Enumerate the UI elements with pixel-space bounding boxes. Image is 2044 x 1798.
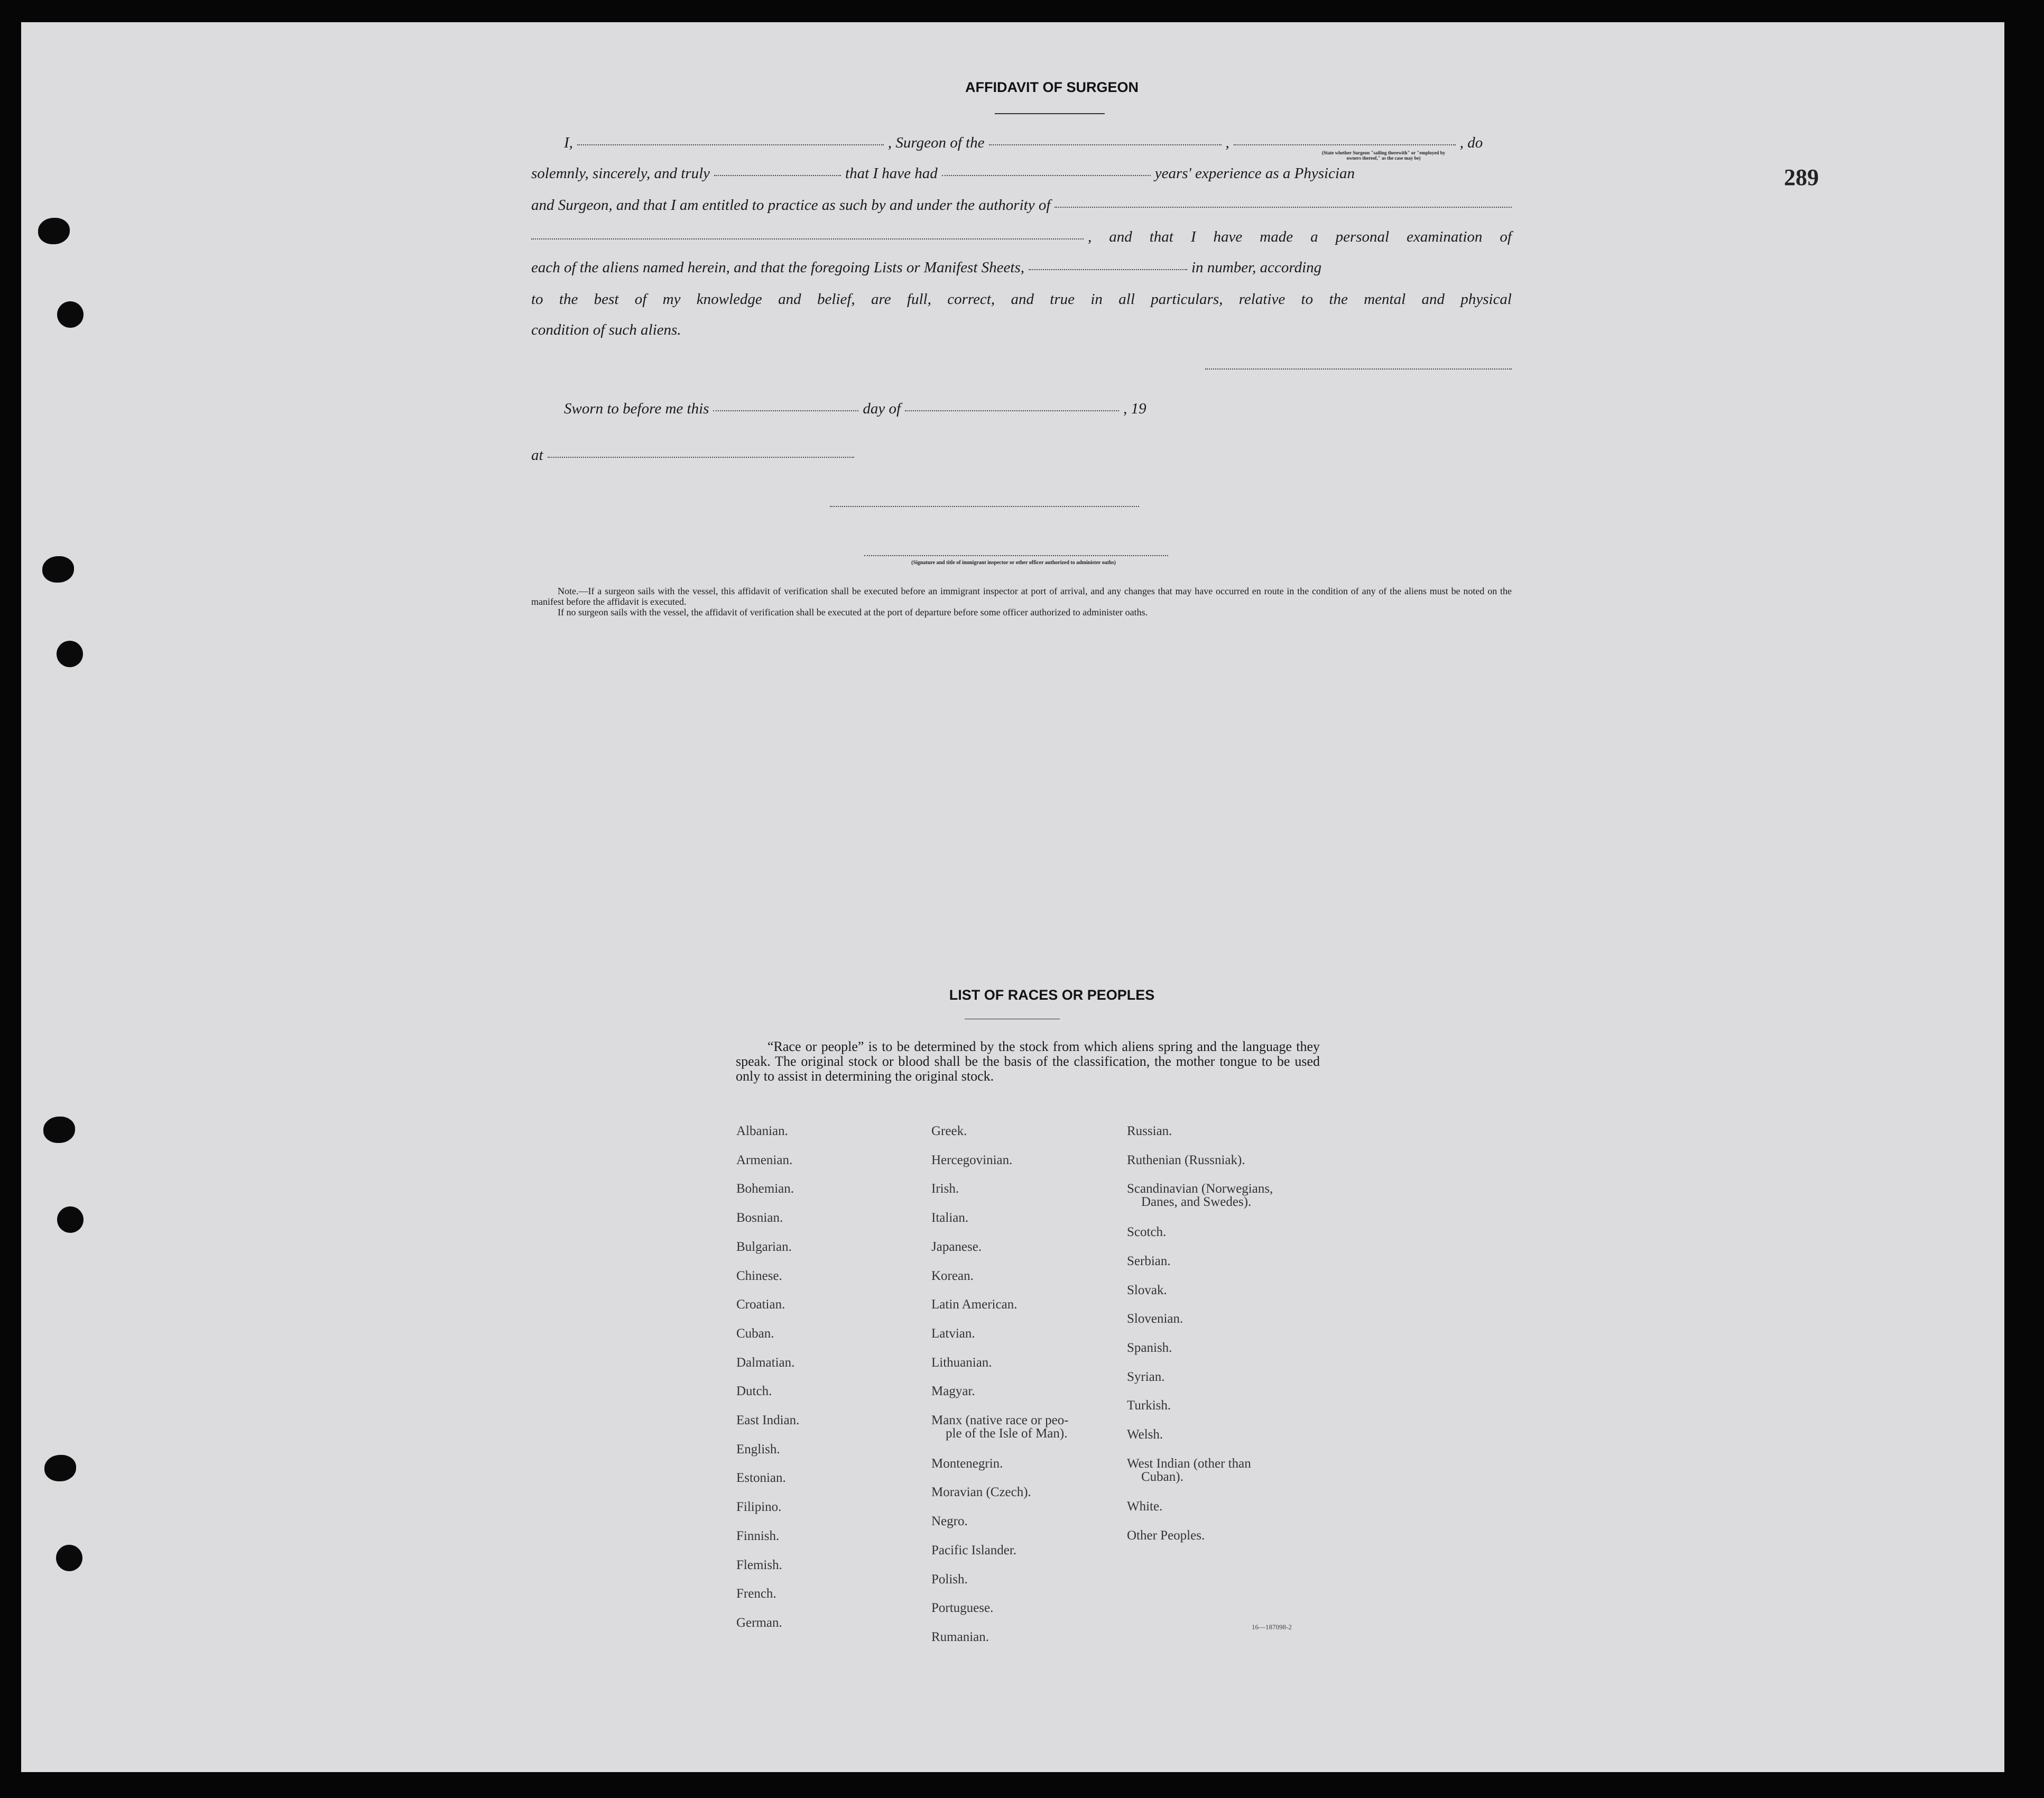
affidavit-text: , do	[1459, 134, 1483, 151]
caption-line: (State whether Surgeon "sailing therewith" or "employed by	[1321, 150, 1446, 155]
race-item: Bohemian.	[736, 1182, 794, 1196]
race-item-line: Danes, and Swedes).	[1141, 1195, 1252, 1210]
race-item: Greek.	[931, 1124, 967, 1138]
race-item: Welsh.	[1127, 1427, 1163, 1442]
race-item: French.	[736, 1587, 776, 1601]
punch-hole	[43, 1117, 75, 1143]
race-item-line: Manx (native race or peo-	[931, 1413, 1069, 1427]
race-item: Syrian.	[1127, 1369, 1165, 1384]
title-underline	[995, 113, 1105, 114]
sworn-month-field[interactable]	[905, 410, 1119, 411]
race-item: Estonian.	[736, 1471, 786, 1486]
affidavit-line-7	[531, 321, 1512, 339]
race-item: Pacific Islander.	[931, 1543, 1017, 1557]
race-item: East Indian.	[736, 1413, 800, 1427]
race-item: Turkish.	[1127, 1398, 1171, 1413]
race-item: Ruthenian (Russniak).	[1127, 1152, 1245, 1167]
sworn-day-field[interactable]	[713, 410, 858, 411]
affidavit-text: day of	[863, 400, 901, 417]
affidavit-line-4	[531, 228, 1512, 246]
race-item: Dutch.	[736, 1384, 772, 1399]
affidavit-text: I,	[564, 134, 573, 151]
race-item: Slovenian.	[1127, 1312, 1183, 1326]
race-item: Scotch.	[1127, 1225, 1167, 1240]
race-item: Lithuanian.	[931, 1355, 992, 1370]
oath-form-field[interactable]	[714, 175, 841, 176]
affidavit-line-5	[531, 259, 1512, 276]
affidavit-line-3	[531, 197, 1512, 214]
affidavit-text: ,	[1225, 134, 1229, 151]
sworn-place-field[interactable]	[548, 457, 854, 458]
race-item: Dalmatian.	[736, 1355, 795, 1370]
years-experience-field[interactable]	[942, 175, 1151, 176]
affidavit-text: , Surgeon of the	[887, 134, 985, 151]
race-item: Latvian.	[931, 1326, 975, 1341]
punch-hole	[44, 1455, 76, 1481]
race-item: Spanish.	[1127, 1340, 1172, 1355]
races-intro: “Race or people” is to be determined by the stock from which aliens spring and the language they speak. The original stock or blood shall be the basis of the classification, the mother tongue to be used only to assist in determining the original stock.	[736, 1039, 1320, 1084]
race-item: Korean.	[931, 1268, 974, 1283]
surgeon-name-field[interactable]	[577, 144, 884, 145]
punch-hole	[42, 556, 74, 583]
race-item	[1127, 1457, 1328, 1483]
race-item: Chinese.	[736, 1268, 782, 1283]
sworn-line	[531, 400, 1512, 418]
affidavit-text: each of the aliens named herein, and that the foregoing Lists or Manifest Sheets,	[531, 259, 1024, 276]
race-item: White.	[1127, 1499, 1163, 1514]
page-number: 289	[1784, 164, 1819, 190]
status-field-caption	[1274, 150, 1493, 161]
race-item: Moravian (Czech).	[931, 1485, 1031, 1500]
race-item: Bulgarian.	[736, 1239, 792, 1254]
form-page	[21, 22, 2004, 1772]
punch-hole	[57, 1206, 84, 1233]
race-item: Cuban.	[736, 1326, 774, 1341]
affidavit-text: solemnly, sincerely, and truly	[531, 165, 710, 182]
race-item: Irish.	[931, 1182, 959, 1196]
affidavit-text: , 19	[1123, 400, 1146, 417]
affidavit-text: Sworn to before me this	[564, 400, 709, 417]
affidavit-title: AFFIDAVIT OF SURGEON	[965, 79, 1139, 95]
race-item: Rumanian.	[931, 1629, 989, 1644]
authority-field-continued[interactable]	[531, 238, 1084, 239]
race-item: Polish.	[931, 1572, 968, 1587]
race-item: Flemish.	[736, 1557, 782, 1572]
surgeon-status-field[interactable]	[1234, 144, 1456, 145]
race-item: Filipino.	[736, 1500, 782, 1515]
affidavit-text: that I have had	[845, 165, 938, 182]
race-item: Albanian.	[736, 1124, 788, 1138]
punch-hole	[57, 641, 83, 667]
punch-hole	[57, 301, 84, 328]
race-item: German.	[736, 1615, 782, 1630]
race-item: Russian.	[1127, 1124, 1172, 1138]
form-code: 16—187098-2	[1252, 1623, 1292, 1631]
race-item: Montenegrin.	[931, 1456, 1003, 1471]
affidavit-text: to the best of my knowledge and belief, are full, correct, and true in all particulars, relative to the mental and physical	[531, 291, 1512, 308]
surgeon-signature-field[interactable]	[1205, 368, 1512, 370]
affidavit-text: , and that I have made a personal examination of	[1088, 228, 1512, 245]
race-item: Latin American.	[931, 1297, 1018, 1312]
affidavit-text: years' experience as a Physician	[1154, 165, 1355, 182]
race-item	[931, 1414, 1132, 1440]
race-item: Serbian.	[1127, 1253, 1171, 1268]
race-item-line: West Indian (other than	[1127, 1456, 1251, 1471]
inspector-signature-field[interactable]	[864, 555, 1168, 556]
affidavit-note	[531, 586, 1512, 617]
sheet-count-field[interactable]	[1029, 269, 1187, 270]
punch-hole	[38, 218, 70, 244]
race-item: Bosnian.	[736, 1211, 783, 1225]
race-item: Finnish.	[736, 1528, 780, 1543]
affidavit-text: and Surgeon, and that I am entitled to practice as such by and under the authority of	[531, 197, 1051, 214]
race-item: Portuguese.	[931, 1601, 994, 1616]
punch-hole	[56, 1545, 82, 1571]
race-item	[1127, 1182, 1328, 1209]
authority-field[interactable]	[1055, 207, 1512, 208]
race-item: Other Peoples.	[1127, 1528, 1205, 1543]
race-item: Japanese.	[931, 1239, 982, 1254]
races-title: LIST OF RACES OR PEOPLES	[949, 987, 1155, 1003]
inspector-signature-caption: (Signature and title of immigrant inspector or other officer authorized to administer oaths)	[911, 560, 1116, 566]
race-item: Magyar.	[931, 1384, 975, 1399]
affidavit-text: in number, according	[1191, 259, 1322, 276]
affidavit-text: condition of such aliens.	[531, 321, 681, 338]
race-item: Slovak.	[1127, 1283, 1167, 1297]
caption-line: owners thereof," as the case may be)	[1346, 155, 1421, 161]
race-item: Croatian.	[736, 1297, 785, 1312]
witness-signature-field[interactable]	[830, 506, 1139, 507]
note-paragraph-1: Note.—If a surgeon sails with the vessel, this affidavit of verification shall be executed before an immigrant inspector at port of arrival, and any changes that may have occurred en route in the condition of any of the aliens must be noted on the manifest before the affidavit is executed.	[531, 586, 1512, 607]
race-item: Negro.	[931, 1514, 968, 1529]
affidavit-line-1	[531, 134, 1512, 152]
race-item: English.	[736, 1442, 780, 1456]
note-paragraph-2: If no surgeon sails with the vessel, the affidavit of verification shall be executed at the port of departure before some officer authorized to administer oaths.	[558, 607, 1148, 617]
vessel-name-field[interactable]	[989, 144, 1222, 145]
race-item-line: Cuban).	[1141, 1469, 1183, 1484]
affidavit-text: at	[531, 447, 543, 464]
affidavit-line-6	[531, 291, 1512, 308]
race-item: Hercegovinian.	[931, 1152, 1013, 1167]
race-item: Italian.	[931, 1211, 969, 1225]
at-line	[531, 447, 1512, 464]
race-item: Armenian.	[736, 1152, 793, 1167]
race-item-line: Scandinavian (Norwegians,	[1127, 1182, 1273, 1196]
affidavit-line-2	[531, 165, 1512, 182]
race-item-line: ple of the Isle of Man).	[946, 1426, 1068, 1441]
